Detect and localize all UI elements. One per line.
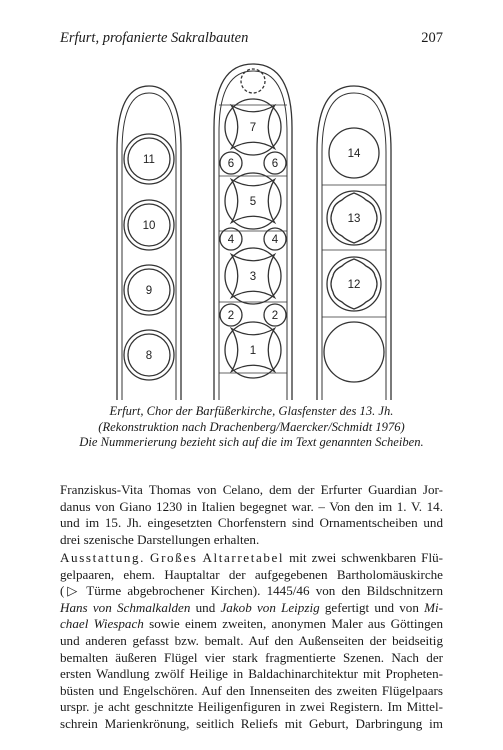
text-run: und — [190, 599, 221, 615]
text-line — [60, 600, 443, 617]
right-window-inner — [322, 93, 386, 400]
panel-label-4b: 4 — [271, 234, 279, 246]
artist-name: Hans von Schmalkalden — [60, 599, 191, 615]
section-head-ausstattung: Ausstattung. — [60, 550, 146, 565]
caption-line-2: (Rekonstruktion nach Drachenberg/Maercker/Schmidt 1976) — [98, 420, 405, 434]
text-run: mit zwei schwenkbaren Flü- — [289, 550, 443, 565]
panel-label-4a: 4 — [227, 234, 235, 246]
text-line: büsten und Engelschören. Auf den Innenseiten des zweiten Flügelpaars — [60, 682, 443, 698]
term-altarretabel: Altarretabel — [202, 550, 285, 565]
panel-label-3: 3 — [249, 271, 257, 283]
panel-label-8: 8 — [145, 350, 153, 362]
panel-label-11: 11 — [143, 154, 155, 166]
panel-label-2b: 2 — [271, 310, 279, 322]
text-line: ersten Wandlung zwölf Heilige in Baldachinarchitektur mit Propheten- — [60, 666, 443, 682]
artist-name: chael Wiespach — [60, 616, 144, 632]
text-line: urspr. je acht geschnitzte Heiligenfiguren in zwei Registern. Im Mittel- — [60, 699, 443, 715]
running-title: Erfurt, profanierte Sakralbauten — [60, 30, 249, 46]
panel-label-13: 13 — [347, 213, 361, 225]
panel-label-2a: 2 — [227, 310, 235, 322]
panel-label-7: 7 — [249, 122, 257, 134]
text-run: gefertigt und von — [319, 599, 425, 615]
panel-label-9: 9 — [145, 285, 153, 297]
panel-bottom-circle — [324, 322, 384, 382]
page-number: 207 — [421, 30, 443, 46]
text-line: und anderen gefasst bzw. bemalt. Auf den Außenseiten der beidseitig — [60, 632, 443, 648]
text-spaced: Großes — [150, 550, 198, 565]
panel-label-12: 12 — [347, 279, 361, 291]
text-line: und im 15. Jh. eingesetzten Chorfenstern sind Ornamentscheiben und — [60, 515, 443, 531]
text-line: bemalten äußeren Flügel vier stark fragmentierte Szenen. Nach der — [60, 649, 443, 665]
panel-label-14: 14 — [347, 148, 361, 160]
panel-label-6a: 6 — [227, 158, 235, 170]
panel-label-10: 10 — [142, 220, 156, 232]
text-line: (▷ Türme abgebrochener Kirchen). 1445/46 von den Bildschnitzern — [60, 583, 443, 599]
figure-caption — [40, 403, 463, 435]
panel-label-5: 5 — [249, 196, 257, 208]
panel-label-1: 1 — [249, 345, 257, 357]
caption-line-1: Erfurt, Chor der Barfüßerkirche, Glasfenster des 13. Jh. — [109, 404, 394, 418]
top-dashed-circle — [241, 69, 265, 93]
paragraph-1 — [60, 482, 443, 548]
panel-label-6b: 6 — [271, 158, 279, 170]
text-line: gelpaaren, ehem. Hauptaltar der aufgegebenen Bartholomäuskirche — [60, 566, 443, 582]
right-window — [317, 86, 391, 400]
figure-note: Die Nummerierung bezieht sich auf die im Text genannten Scheiben. — [79, 435, 424, 449]
artist-name: Jakob von Leipzig — [220, 599, 320, 615]
text-line: schrein Marienkrönung, seitlich Reliefs mit Geburt, Darbringung im — [60, 715, 443, 731]
text-line — [60, 550, 443, 567]
text-line — [60, 616, 443, 633]
text-line: drei szenische Darstellungen erhalten. — [60, 531, 260, 547]
paragraph-2 — [60, 550, 443, 733]
text-line: Franziskus-Vita Thomas von Celano, dem der Erfurter Guardian Jor- — [60, 482, 443, 497]
text-run: sowie einem zweiten, anonymen Maler aus Göttingen — [143, 616, 443, 632]
text-line: danus von Giano 1230 in Italien begegnet war. – Von den im 1. V. 14. — [60, 498, 443, 514]
artist-name: Mi- — [424, 599, 444, 615]
